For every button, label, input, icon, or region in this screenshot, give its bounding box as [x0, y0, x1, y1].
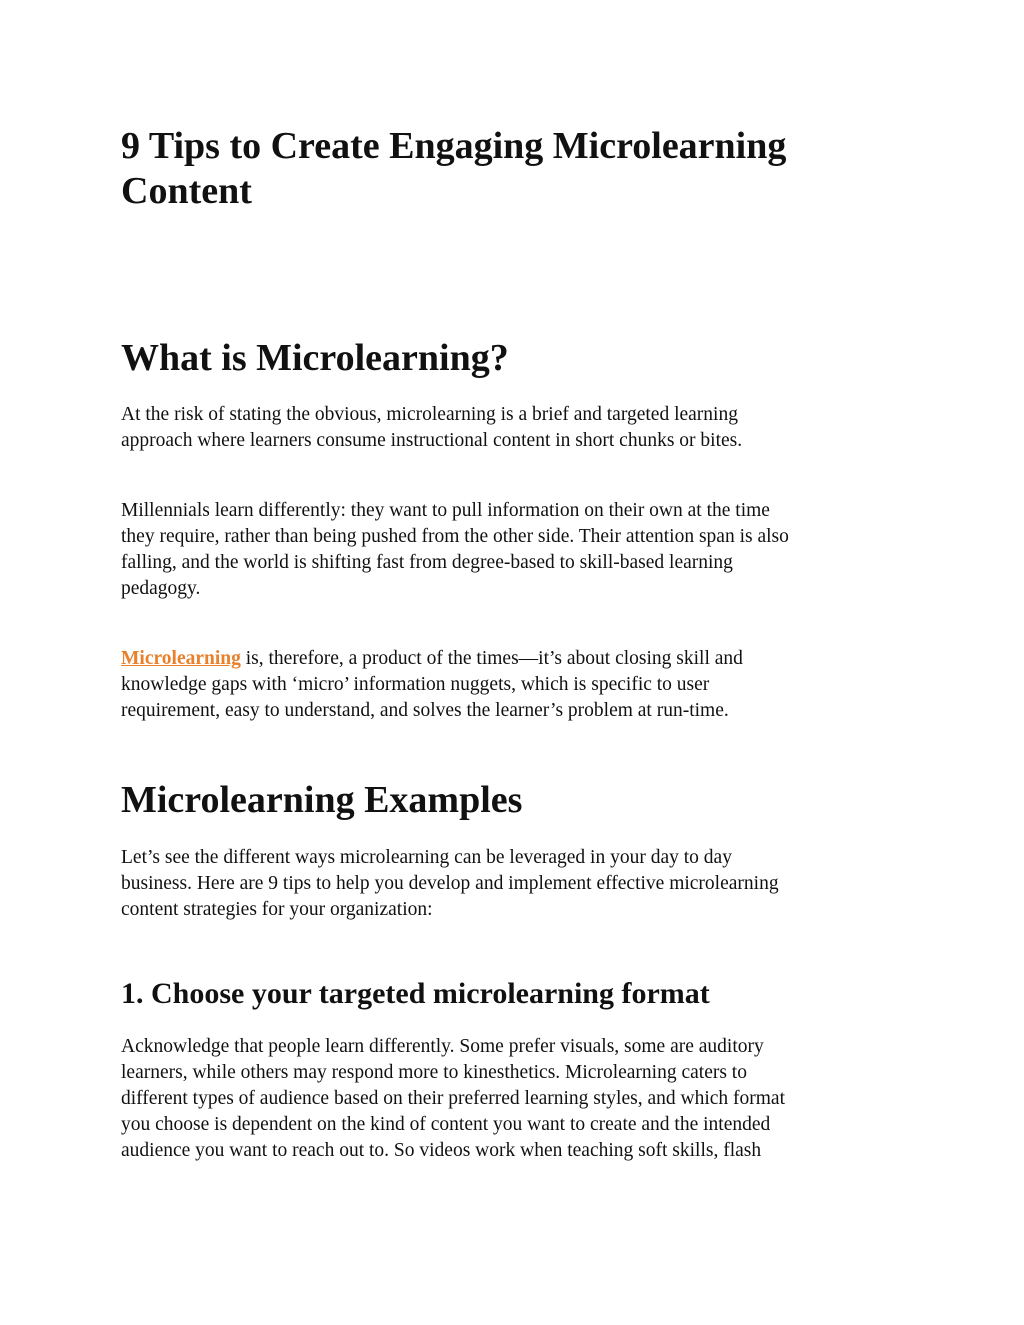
paragraph-line: different types of audience based on their preferred learning styles, and which format — [121, 1088, 786, 1109]
section-heading-what-is-microlearning: What is Microlearning? — [121, 337, 509, 379]
paragraph-line: Millennials learn differently: they want to pull information on their own at the time — [121, 500, 770, 521]
page-title — [121, 124, 881, 214]
section-heading-microlearning-examples: Microlearning Examples — [121, 779, 523, 821]
paragraph-line: learners, while others may respond more to kinesthetics. Microlearning caters to — [121, 1062, 747, 1083]
tip-heading-choose-format: 1. Choose your targeted microlearning format — [121, 977, 710, 1010]
paragraph-line: you choose is dependent on the kind of content you want to create and the intended — [121, 1114, 771, 1135]
paragraph-line: pedagogy. — [121, 578, 201, 599]
paragraph-examples-intro — [121, 845, 901, 923]
paragraph-line — [121, 646, 901, 672]
page-title-line: Content — [121, 170, 252, 212]
paragraph-line: they require, rather than being pushed from the other side. Their attention span is also — [121, 526, 789, 547]
paragraph-line: falling, and the world is shifting fast from degree-based to skill-based learning — [121, 552, 733, 573]
page-title-line: 9 Tips to Create Engaging Microlearning — [121, 125, 787, 167]
paragraph-line: knowledge gaps with ‘micro’ information nuggets, which is specific to user — [121, 674, 710, 695]
paragraph-line: audience you want to reach out to. So videos work when teaching soft skills, flash — [121, 1140, 762, 1161]
paragraph-line: At the risk of stating the obvious, microlearning is a brief and targeted learning — [121, 404, 738, 425]
paragraph-millennials — [121, 498, 901, 602]
paragraph-line: business. Here are 9 tips to help you develop and implement effective microlearning — [121, 873, 779, 894]
paragraph-line: Let’s see the different ways microlearning can be leveraged in your day to day — [121, 847, 732, 868]
paragraph-product-of-times — [121, 646, 901, 724]
paragraph-line: content strategies for your organization: — [121, 899, 433, 920]
paragraph-line: approach where learners consume instructional content in short chunks or bites. — [121, 430, 743, 451]
paragraph-line: Acknowledge that people learn differently. Some prefer visuals, some are auditory — [121, 1036, 764, 1057]
paragraph-learning-styles — [121, 1034, 901, 1164]
microlearning-link[interactable]: Microlearning — [121, 648, 241, 669]
paragraph-line-text: is, therefore, a product of the times—it’s about closing skill and — [240, 648, 743, 669]
paragraph-definition — [121, 402, 901, 454]
paragraph-line: requirement, easy to understand, and solves the learner’s problem at run-time. — [121, 700, 729, 721]
